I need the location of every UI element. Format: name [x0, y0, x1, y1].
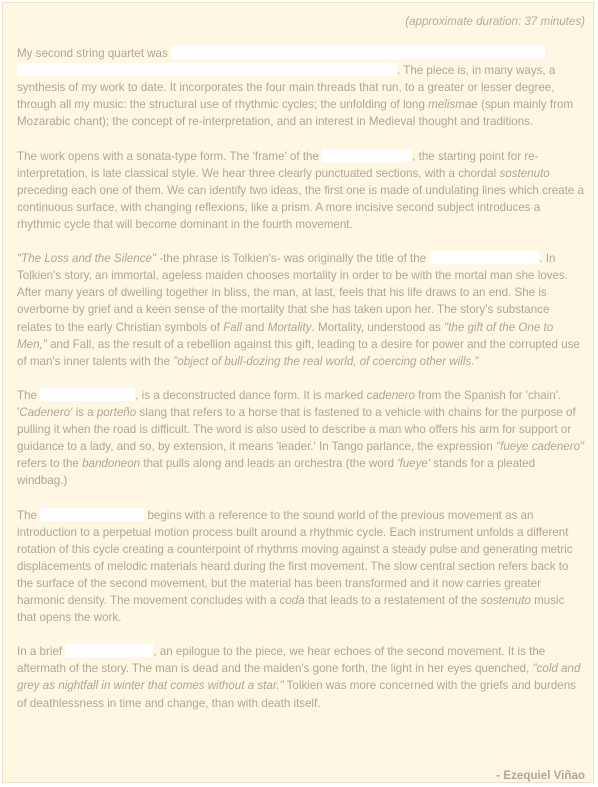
program-note-panel — [2, 2, 594, 783]
paragraph-epilogue: In a brief , an epilogue to the piece, we hear echoes of the second movement. It is the aftermath of the story. The man is dead and the maiden's gone forth, the light in her eyes quenched, "cold and grey as nightfall in winter that comes without a star." Tolkien was more concerned with the griefs and burdens of deathlessness in time and change, than with death itself. — [17, 645, 581, 710]
redacted-link — [429, 251, 539, 264]
redacted-link — [322, 149, 412, 162]
redacted-link — [171, 46, 545, 59]
redacted-link — [65, 644, 153, 657]
composer-signature: - Ezequiel Viñao — [496, 769, 585, 782]
program-note-body — [17, 45, 585, 729]
paragraph-third-movement: The , is a deconstructed dance form. It is marked cadenero from the Spanish for 'chain'. 'Cadenero' is a porteño slang that refers to a horse that is fastened to a vehicle with chains for the purpose of pulling it when the road is difficult. The word is also used to describe a man who offers his arm for support or guidance to a lady, and so, by extension, it means 'leader.' In Tango parlance, the expression "fueye cadenero" refers to the bandoneon that pulls along and leads an orchestra (the word 'fueye' stands for a pleated windbag.) — [17, 388, 585, 488]
redacted-link — [17, 63, 397, 76]
paragraph-intro: My second string quartet was . The piece is, in many ways, a synthesis of my work to date. It incorporates the four main threads that run, to a greater or lesser degree, through all my music: the structural use of rhythmic cycles; the unfolding of long melismae (spun mainly from Mozarabic chant); the concept of re-interpretation, and an interest in Medieval thought and traditions. — [17, 47, 574, 129]
redacted-link — [40, 388, 135, 401]
duration-note: (approximate duration: 37 minutes) — [405, 15, 585, 28]
paragraph-second-movement: "The Loss and the Silence" -the phrase is Tolkien's- was originally the title of the . In Tolkien's story, an immortal, ageless maiden chooses mortality in order to be with the mortal man she loves. After many years of dwelling together in bliss, the man, at last, feels that his life draws to an end. She is overborne by grief and a keen sense of the mortality that she has taken upon her. The story's substance relates to the early Christian symbols of Fall and Mortality. Mortality, understood as "the gift of the One to Men," and Fall, as the result of a rebellion against this gift, leading to a desire for power and the corrupted use of man's inner talents with the "object of bull-dozing the real world, of coercing other wills." — [17, 252, 580, 368]
paragraph-first-movement: The work opens with a sonata-type form. The 'frame' of the , the starting point for re-interpretation, is late classical style. We hear three clearly punctuated sections, with a chordal sostenuto preceding each one of them. We can identify two ideas, the first one is made of undulating lines which create a continuous surface, with changing reflexions, like a prism. A more incisive second subject introduces a rhythmic cycle that will become dominant in the fourth movement. — [17, 149, 584, 231]
paragraph-fourth-movement: The begins with a reference to the sound world of the previous movement as an introduction to a perpetual motion process built around a rhythmic cycle. Each instrument unfolds a different rotation of this cycle creating a counterpoint of rhythms moving against a steady pulse and generating metric displacements of melodic materials heard during the first movement. The slow central section refers back to the surface of the second movement, but the material has been transformed and it now carries greater harmonic density. The movement concludes with a coda that leads to a restatement of the sostenuto music that opens the work. — [17, 508, 573, 625]
redacted-link — [40, 508, 144, 521]
